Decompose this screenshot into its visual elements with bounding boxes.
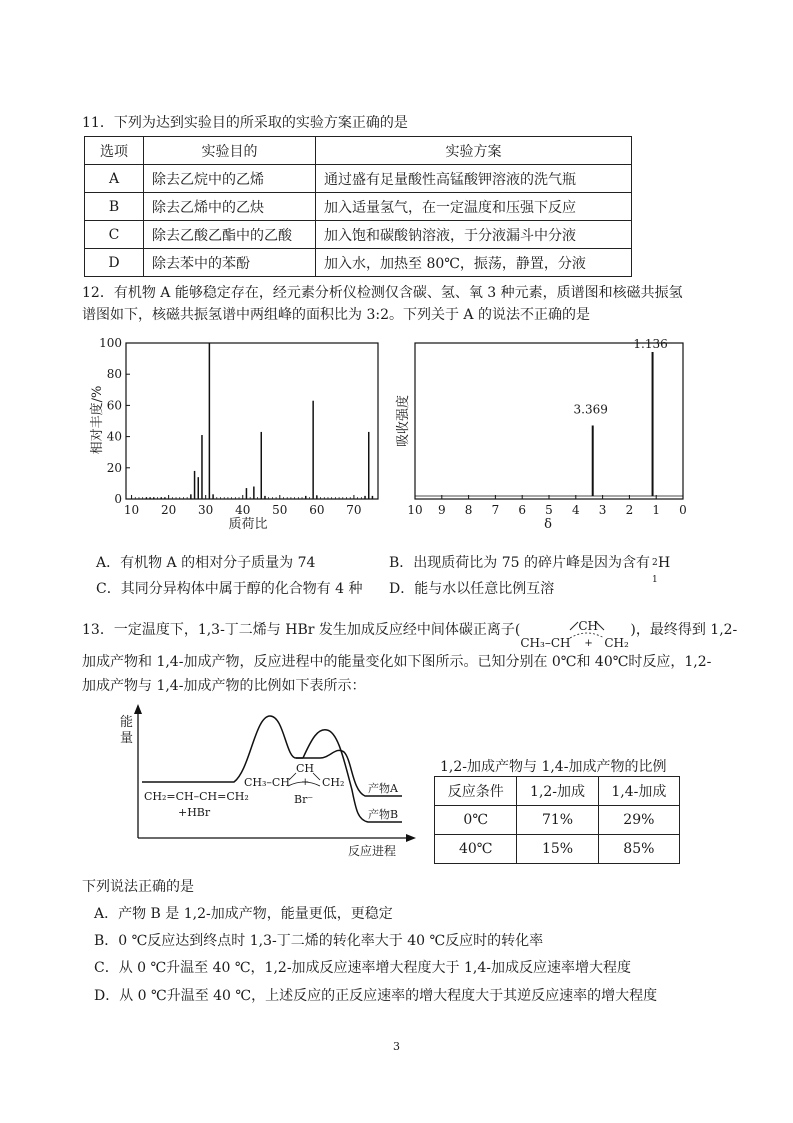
intermediate-plus: + (301, 777, 310, 788)
q11-option-cell: C (85, 221, 144, 249)
intermediate-top: CH (296, 762, 315, 775)
energy-y-arrow (134, 704, 142, 714)
ms-y-tick-label: 100 (99, 336, 122, 350)
q13-stem-line1-b: )，最终得到 1,2- (630, 622, 738, 638)
product-a-label: 产物A (368, 782, 398, 795)
ms-y-axis-label: 相对丰度/% (90, 385, 105, 455)
q13-stem-line3: 加成产物与 1,4-加成产物的比例如下表所示： (82, 678, 366, 694)
q11-header-goal: 实验目的 (144, 137, 316, 165)
nmr-peak-label: 3.369 (573, 402, 608, 417)
nmr-x-tick-label: 2 (625, 503, 634, 517)
ratio-table (434, 776, 680, 864)
ms-y-tick-label: 60 (106, 398, 122, 413)
reactant-label-2: +HBr (178, 806, 211, 819)
intermediate-left: CH₃–CH (244, 776, 290, 789)
cation-right: CH₂ (604, 636, 629, 650)
q11-header-option: 选项 (85, 137, 144, 165)
ms-x-tick-label: 60 (309, 503, 325, 517)
q11-option-cell: D (85, 249, 144, 277)
energy-y-label-1: 能 (120, 715, 134, 730)
nmr-x-tick-label: 10 (407, 503, 423, 517)
ratio-12-cell: 15% (517, 835, 598, 864)
ratio-cond-cell: 40℃ (435, 835, 517, 864)
q13-option-b: B．0 ℃反应达到终点时 1,3-丁二烯的转化率大于 40 ℃反应时的转化率 (94, 933, 544, 949)
nmr-x-tick-label: 5 (545, 503, 553, 517)
q13-option-a: A．产物 B 是 1,2-加成产物，能量更低，更稳定 (94, 906, 393, 922)
q12-option-b: B．出现质荷比为 75 的碎片峰是因为含有 2 1 H (389, 555, 671, 585)
q11-plan-cell: 加入饱和碳酸钠溶液，于分液漏斗中分液 (316, 221, 632, 249)
q13-option-d: D．从 0 ℃升温至 40 ℃，上述反应的正反应速率的增大程度大于其逆反应速率的增大程度 (94, 988, 658, 1004)
ratio-header-row (435, 777, 680, 806)
ms-y-tick-label: 20 (106, 460, 122, 475)
q11-goal-cell: 除去乙烷中的乙烯 (144, 165, 316, 193)
q11-goal-cell: 除去苯中的苯酚 (144, 249, 316, 277)
q11-stem: 11．下列为达到实验目的所采取的实验方案正确的是 (82, 115, 408, 131)
ms-x-tick-label: 30 (198, 503, 214, 517)
energy-x-arrow (406, 834, 416, 842)
q11-plan-cell: 加入水，加热至 80℃，振荡，静置，分液 (316, 249, 632, 277)
nmr-x-tick-label: 8 (464, 503, 473, 517)
q13-option-c: C．从 0 ℃升温至 40 ℃，1,2-加成反应速率增大程度大于 1,4-加成反应速率增大程度 (94, 960, 631, 976)
q12-option-b-text: B．出现质荷比为 75 的碎片峰是因为含有 (389, 555, 651, 571)
q11-goal-cell: 除去乙烯中的乙炔 (144, 193, 316, 221)
nmr-x-tick-label: 6 (518, 503, 527, 517)
nmr-x-tick-label: 9 (437, 503, 446, 517)
ms-y-tick-label: 40 (106, 429, 122, 444)
ms-x-tick-label: 50 (272, 503, 288, 517)
energy-x-label: 反应进程 (348, 844, 397, 858)
ratio-12-cell: 71% (517, 806, 598, 835)
q11-goal-cell: 除去乙酸乙酯中的乙酸 (144, 221, 316, 249)
q13-stem-line2: 加成产物和 1,4-加成产物，反应进程中的能量变化如下图所示。已知分别在 0℃和 40℃时反应，1,2- (82, 654, 712, 670)
q11-plan-cell: 加入适量氢气，在一定温度和压强下反应 (316, 193, 632, 221)
q12-stem-line2: 谱图如下，核磁共振氢谱中两组峰的面积比为 3:2。下列关于 A 的说法不正确的是 (82, 307, 590, 323)
ratio-14-cell: 29% (598, 806, 679, 835)
q12-option-a: A．有机物 A 的相对分子质量为 74 (96, 555, 316, 571)
q12-option-c: C．其同分异构体中属于醇的化合物有 4 种 (96, 581, 363, 597)
nmr-x-tick-label: 4 (571, 503, 580, 517)
product-b-label: 产物B (368, 808, 399, 821)
nmr-peak-label: 1.136 (633, 337, 668, 351)
q11-plan-cell: 通过盛有足量酸性高锰酸钾溶液的洗气瓶 (316, 165, 632, 193)
nmr-x-axis-label: δ (544, 517, 552, 532)
nmr-x-tick-label: 7 (491, 503, 500, 517)
ms-x-axis-label: 质荷比 (228, 517, 268, 532)
q13-lead: 下列说法正确的是 (82, 879, 194, 895)
cation-plus: + (584, 638, 593, 649)
q12-option-b-isotope-mass: 2 (652, 558, 658, 568)
ratio-14-cell: 85% (598, 835, 679, 864)
q12-option-d: D．能与水以任意比例互溶 (389, 581, 555, 597)
intermediate-br: Br⁻ (294, 793, 314, 806)
ms-y-tick-label: 80 (106, 367, 122, 382)
table-row (435, 835, 680, 864)
table-row (435, 806, 680, 835)
nmr-y-axis-label: 吸收强度 (396, 394, 411, 448)
ms-x-tick-label: 20 (160, 503, 177, 517)
nmr-x-tick-label: 0 (679, 503, 687, 517)
q11-header-plan: 实验方案 (316, 137, 632, 165)
cation-left: CH₃–CH (520, 636, 571, 650)
ms-x-tick-label: 40 (235, 503, 251, 517)
ratio-header-cond: 反应条件 (435, 777, 517, 806)
q12-option-b-isotope: H (658, 555, 671, 571)
cation-top: CH (578, 619, 599, 633)
nmr-x-tick-label: 1 (652, 503, 661, 517)
ms-x-tick-label: 10 (123, 503, 140, 517)
q11-option-cell: B (85, 193, 144, 221)
ratio-header-12: 1,2-加成 (517, 777, 598, 806)
nmr-x-tick-label: 3 (598, 503, 607, 517)
ms-y-tick-label: 0 (114, 492, 122, 506)
ms-x-tick-label: 70 (346, 503, 362, 517)
energy-y-label-2: 量 (120, 731, 134, 746)
q11-option-cell: A (85, 165, 144, 193)
ratio-table-title: 1,2-加成产物与 1,4-加成产物的比例 (440, 759, 667, 775)
ratio-header-14: 1,4-加成 (598, 777, 679, 806)
ratio-cond-cell: 0℃ (435, 806, 517, 835)
q12-stem-line1: 12．有机物 A 能够稳定存在，经元素分析仪检测仅含碳、氢、氧 3 种元素，质谱图和核磁共振氢 (82, 285, 683, 301)
energy-curve-first-barrier (142, 716, 303, 782)
intermediate-right: CH₂ (322, 776, 345, 789)
page-number: 3 (393, 1040, 400, 1053)
q13-stem-line1-a: 13．一定温度下，1,3-丁二烯与 HBr 发生加成反应经中间体碳正离子( (82, 622, 521, 638)
reactant-label-1: CH₂=CH–CH=CH₂ (144, 790, 249, 803)
